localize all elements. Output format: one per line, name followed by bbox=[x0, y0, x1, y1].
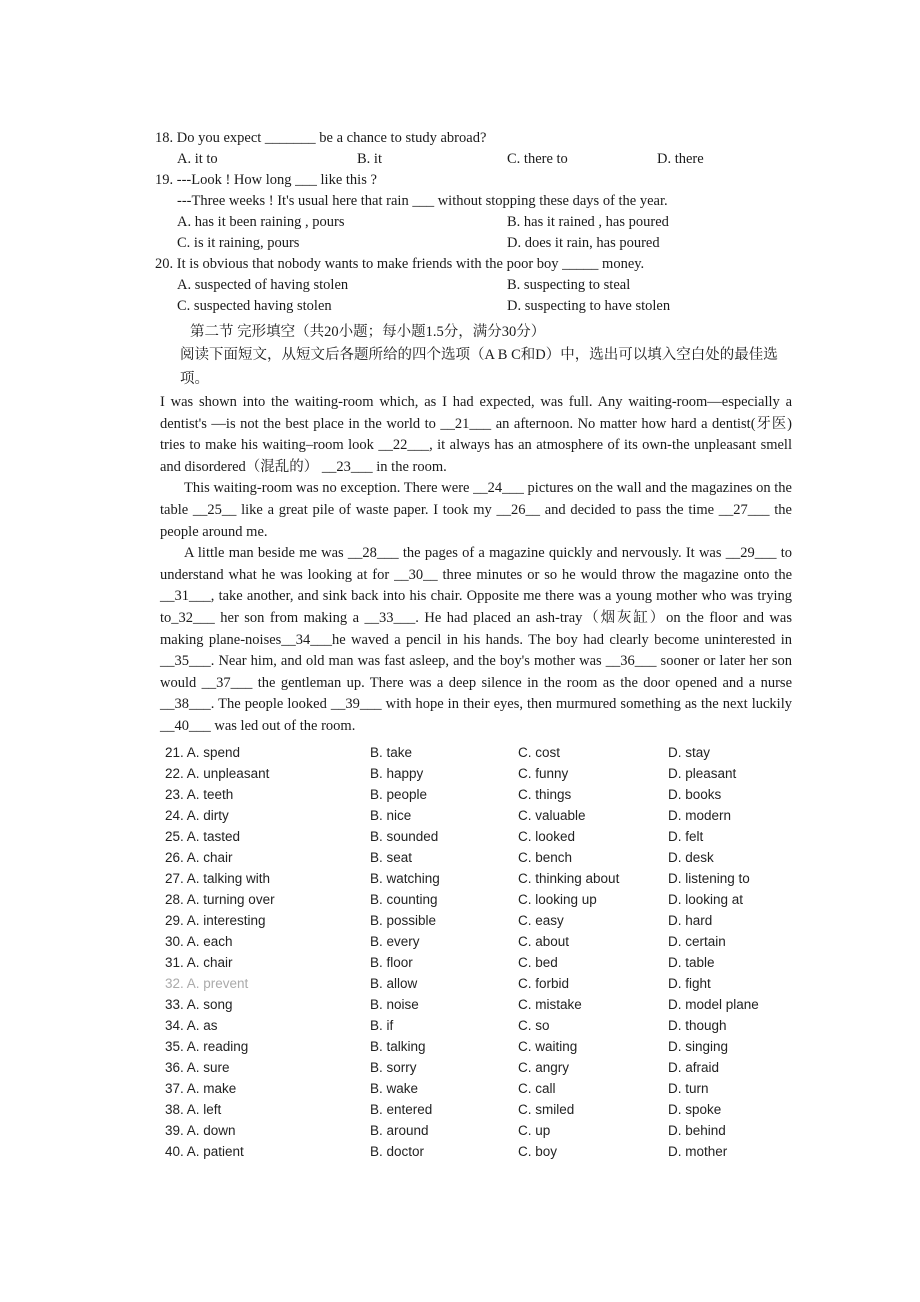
option-24-b: B. nice bbox=[370, 808, 412, 823]
answer-row-24 bbox=[165, 805, 805, 826]
section-title: 第二节 完形填空（共20小题；每小题1.5分，满分30分） bbox=[190, 324, 546, 340]
option-27-d: D. listening to bbox=[668, 871, 750, 886]
question-18-option-d: D. there bbox=[657, 151, 704, 167]
answer-row-38 bbox=[165, 1099, 805, 1120]
question-20-stem: 20. It is obvious that nobody wants to make friends with the poor boy _____ money. bbox=[155, 256, 645, 272]
option-35-c: C. waiting bbox=[518, 1039, 578, 1054]
option-35-d: D. singing bbox=[668, 1039, 729, 1054]
option-23-c: C. things bbox=[518, 787, 572, 802]
option-25-c: C. looked bbox=[518, 829, 576, 844]
option-30-c: C. about bbox=[518, 934, 570, 949]
option-29-d: D. hard bbox=[668, 913, 713, 928]
option-33-a: 33. A. song bbox=[165, 997, 233, 1012]
option-26-d: D. desk bbox=[668, 850, 714, 865]
answer-row-21 bbox=[165, 742, 805, 763]
answer-row-26 bbox=[165, 847, 805, 868]
option-31-b: B. floor bbox=[370, 955, 413, 970]
option-34-d: D. though bbox=[668, 1018, 727, 1033]
option-23-a: 23. A. teeth bbox=[165, 787, 234, 802]
option-28-d: D. looking at bbox=[668, 892, 744, 907]
option-36-b: B. sorry bbox=[370, 1060, 417, 1075]
question-19-option-d: D. does it rain, has poured bbox=[507, 235, 660, 251]
option-30-d: D. certain bbox=[668, 934, 726, 949]
question-18-option-a: A. it to bbox=[177, 151, 218, 167]
question-20-option-b: B. suspecting to steal bbox=[507, 277, 631, 293]
option-38-c: C. smiled bbox=[518, 1102, 575, 1117]
option-37-b: B. wake bbox=[370, 1081, 419, 1096]
option-27-c: C. thinking about bbox=[518, 871, 620, 886]
option-35-b: B. talking bbox=[370, 1039, 426, 1054]
answer-row-35 bbox=[165, 1036, 805, 1057]
answer-row-37 bbox=[165, 1078, 805, 1099]
question-18-option-c: C. there to bbox=[507, 151, 568, 167]
option-38-b: B. entered bbox=[370, 1102, 433, 1117]
option-26-a: 26. A. chair bbox=[165, 850, 233, 865]
option-21-d: D. stay bbox=[668, 745, 711, 760]
passage-paragraph-2: This waiting-room was no exception. There were __24___ pictures on the wall and the magazines on the table __25__ like a great pile of waste paper. I took my __26__ and decided to pass the time __27___ the people around me. bbox=[160, 480, 792, 540]
question-19-stem-reply: ---Three weeks ! It's usual here that rain ___ without stopping these days of the year. bbox=[177, 193, 668, 209]
option-24-a: 24. A. dirty bbox=[165, 808, 229, 823]
option-26-b: B. seat bbox=[370, 850, 413, 865]
option-22-a: 22. A. unpleasant bbox=[165, 766, 270, 781]
question-20-option-d: D. suspecting to have stolen bbox=[507, 298, 671, 314]
option-21-c: C. cost bbox=[518, 745, 561, 760]
question-18-stem: 18. Do you expect _______ be a chance to study abroad? bbox=[155, 130, 487, 146]
cloze-passage bbox=[160, 392, 792, 738]
option-36-d: D. afraid bbox=[668, 1060, 720, 1075]
option-28-b: B. counting bbox=[370, 892, 438, 907]
multiple-choice-section bbox=[155, 128, 715, 317]
option-34-b: B. if bbox=[370, 1018, 394, 1033]
answer-row-27 bbox=[165, 868, 805, 889]
option-22-b: B. happy bbox=[370, 766, 424, 781]
option-39-d: D. behind bbox=[668, 1123, 726, 1138]
passage-paragraph-3: A little man beside me was __28___ the pages of a magazine quickly and nervously. It was __29___ to understand what he was looking at for __30__ three minutes or so he would throw the magazine onto the __31___, take another, and sink back into his chair. Opposite me there was a young mother who was trying to_32___ her son from making a __33___. He had placed an ash-tray（烟灰缸）on the floor and was making plane-noises__34___he waved a pencil in his hands. The boy had clearly become uninterested in __35___. Near him, and old man was fast asleep, and the boy's mother was __36___ sooner or later her son would __37___ the gentleman up. There was a deep silence in the room as the door opened and a nurse __38___. The people looked __39___ with hope in their eyes, then murmured something as the next luckily __40___ was led out of the room. bbox=[160, 545, 792, 734]
option-25-b: B. sounded bbox=[370, 829, 439, 844]
option-34-a: 34. A. as bbox=[165, 1018, 218, 1033]
option-26-c: C. bench bbox=[518, 850, 573, 865]
option-36-a: 36. A. sure bbox=[165, 1060, 230, 1075]
option-23-b: B. people bbox=[370, 787, 428, 802]
option-21-a: 21. A. spend bbox=[165, 745, 241, 760]
option-28-a: 28. A. turning over bbox=[165, 892, 275, 907]
question-20-option-c: C. suspected having stolen bbox=[177, 298, 332, 314]
question-19-options bbox=[177, 212, 715, 254]
question-19-stem: 19. ---Look ! How long ___ like this ? bbox=[155, 172, 377, 188]
option-35-a: 35. A. reading bbox=[165, 1039, 249, 1054]
option-27-b: B. watching bbox=[370, 871, 440, 886]
option-38-d: D. spoke bbox=[668, 1102, 722, 1117]
answer-row-36 bbox=[165, 1057, 805, 1078]
option-23-d: D. books bbox=[668, 787, 722, 802]
answer-row-39 bbox=[165, 1120, 805, 1141]
option-21-b: B. take bbox=[370, 745, 413, 760]
option-31-a: 31. A. chair bbox=[165, 955, 233, 970]
answer-options-table bbox=[165, 742, 805, 1162]
option-32-c: C. forbid bbox=[518, 976, 570, 991]
option-30-a: 30. A. each bbox=[165, 934, 233, 949]
option-32-a: 32. A. prevent bbox=[165, 976, 249, 991]
question-18-options bbox=[177, 149, 715, 170]
option-38-a: 38. A. left bbox=[165, 1102, 222, 1117]
answer-row-32 bbox=[165, 973, 805, 994]
answer-row-22 bbox=[165, 763, 805, 784]
answer-row-33 bbox=[165, 994, 805, 1015]
option-24-d: D. modern bbox=[668, 808, 732, 823]
option-32-d: D. fight bbox=[668, 976, 711, 991]
option-31-d: D. table bbox=[668, 955, 715, 970]
option-40-a: 40. A. patient bbox=[165, 1144, 244, 1159]
answer-row-23 bbox=[165, 784, 805, 805]
option-27-a: 27. A. talking with bbox=[165, 871, 271, 886]
option-29-a: 29. A. interesting bbox=[165, 913, 266, 928]
question-19-option-b: B. has it rained , has poured bbox=[507, 214, 669, 230]
option-32-b: B. allow bbox=[370, 976, 418, 991]
option-33-c: C. mistake bbox=[518, 997, 582, 1012]
option-33-d: D. model plane bbox=[668, 997, 759, 1012]
answer-row-40 bbox=[165, 1141, 805, 1162]
answer-row-31 bbox=[165, 952, 805, 973]
option-29-c: C. easy bbox=[518, 913, 564, 928]
option-39-c: C. up bbox=[518, 1123, 551, 1138]
option-24-c: C. valuable bbox=[518, 808, 586, 823]
answer-row-29 bbox=[165, 910, 805, 931]
option-37-d: D. turn bbox=[668, 1081, 709, 1096]
option-25-d: D. felt bbox=[668, 829, 704, 844]
question-18-option-b: B. it bbox=[357, 151, 382, 167]
question-20-option-a: A. suspected of having stolen bbox=[177, 277, 349, 293]
answer-row-30 bbox=[165, 931, 805, 952]
question-19-option-c: C. is it raining, pours bbox=[177, 235, 300, 251]
answer-row-28 bbox=[165, 889, 805, 910]
option-29-b: B. possible bbox=[370, 913, 437, 928]
option-25-a: 25. A. tasted bbox=[165, 829, 241, 844]
option-37-c: C. call bbox=[518, 1081, 556, 1096]
option-34-c: C. so bbox=[518, 1018, 550, 1033]
option-31-c: C. bed bbox=[518, 955, 558, 970]
passage-paragraph-1: I was shown into the waiting-room which, as I had expected, was full. Any waiting-room—especially a dentist's —is not the best place in the world to __21___ an afternoon. No matter how hard a dentist(牙医) tries to make his waiting–room look __22___, it always has an atmosphere of its own-the unpleasant smell and disordered（混乱的） __23___ in the room. bbox=[160, 394, 792, 475]
option-33-b: B. noise bbox=[370, 997, 419, 1012]
question-19-option-a: A. has it been raining , pours bbox=[177, 214, 345, 230]
option-36-c: C. angry bbox=[518, 1060, 570, 1075]
section-instructions: 阅读下面短文，从短文后各题所给的四个选项（A B C和D）中，选出可以填入空白处的最佳选项。 bbox=[180, 347, 778, 387]
option-22-d: D. pleasant bbox=[668, 766, 737, 781]
answer-row-34 bbox=[165, 1015, 805, 1036]
question-20-options bbox=[177, 275, 715, 317]
option-28-c: C. looking up bbox=[518, 892, 597, 907]
option-39-a: 39. A. down bbox=[165, 1123, 236, 1138]
option-39-b: B. around bbox=[370, 1123, 429, 1138]
option-40-b: B. doctor bbox=[370, 1144, 425, 1159]
option-22-c: C. funny bbox=[518, 766, 569, 781]
option-30-b: B. every bbox=[370, 934, 420, 949]
option-37-a: 37. A. make bbox=[165, 1081, 237, 1096]
option-40-c: C. boy bbox=[518, 1144, 558, 1159]
option-40-d: D. mother bbox=[668, 1144, 728, 1159]
answer-row-25 bbox=[165, 826, 805, 847]
